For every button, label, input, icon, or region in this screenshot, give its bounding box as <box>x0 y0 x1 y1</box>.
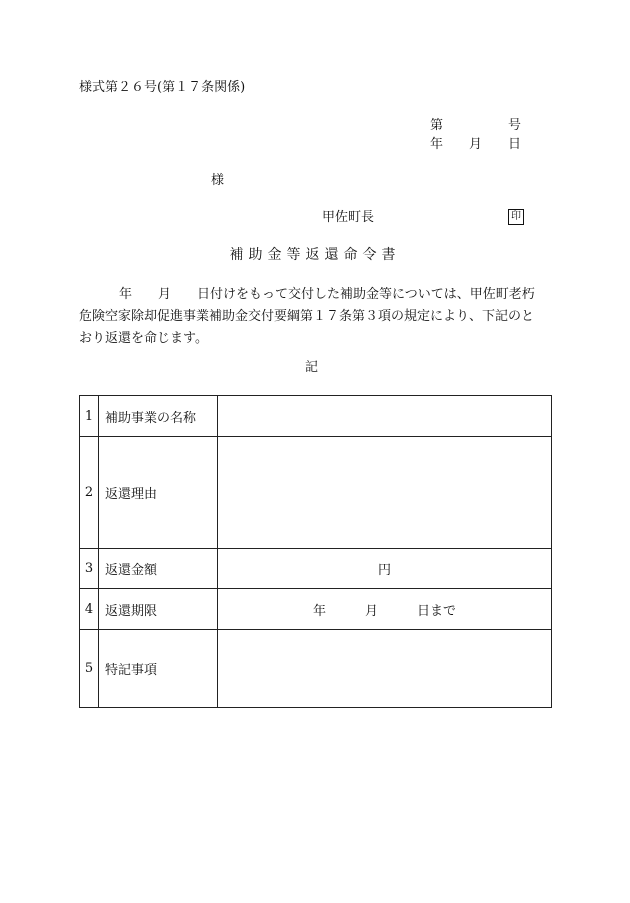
recipient-suffix: 様 <box>211 173 225 188</box>
row-label: 返還理由 <box>99 437 218 549</box>
row-value: 円 <box>218 549 552 589</box>
row-label: 返還金額 <box>99 549 218 589</box>
form-number: 様式第２６号(第１７条関係) <box>79 80 246 95</box>
row-number: 1 <box>80 396 99 437</box>
table-row <box>80 630 552 708</box>
row-value <box>218 437 552 549</box>
row-number: 2 <box>80 437 99 549</box>
table-row <box>80 437 552 549</box>
document-title: 補助金等返還命令書 <box>229 247 401 263</box>
date-year: 年 <box>430 137 444 152</box>
row-value: 年 月 日まで <box>218 589 552 630</box>
table-row <box>80 396 552 437</box>
record-table <box>79 395 552 708</box>
date-day: 日 <box>508 137 522 152</box>
doc-number-go: 号 <box>508 118 522 133</box>
row-label: 特記事項 <box>99 630 218 708</box>
body-paragraph <box>79 284 554 350</box>
row-label: 返還期限 <box>99 589 218 630</box>
date-month: 月 <box>469 137 483 152</box>
row-value <box>218 396 552 437</box>
body-line-3: おり返還を命じます。 <box>79 331 208 346</box>
row-label: 補助事業の名称 <box>99 396 218 437</box>
body-line-2: 危険空家除却促進事業補助金交付要綱第１７条第３項の規定により、下記のと <box>79 309 535 324</box>
ki-label: 記 <box>305 360 319 375</box>
row-number: 4 <box>80 589 99 630</box>
table-row <box>80 549 552 589</box>
doc-number-dai: 第 <box>430 118 444 133</box>
row-value <box>218 630 552 708</box>
table-row <box>80 589 552 630</box>
issuer: 甲佐町長 <box>322 210 375 225</box>
seal-mark: 印 <box>508 209 524 225</box>
row-number: 5 <box>80 630 99 708</box>
row-number: 3 <box>80 549 99 589</box>
body-line-1: 年 月 日付けをもって交付した補助金等については、甲佐町老朽 <box>119 287 535 302</box>
